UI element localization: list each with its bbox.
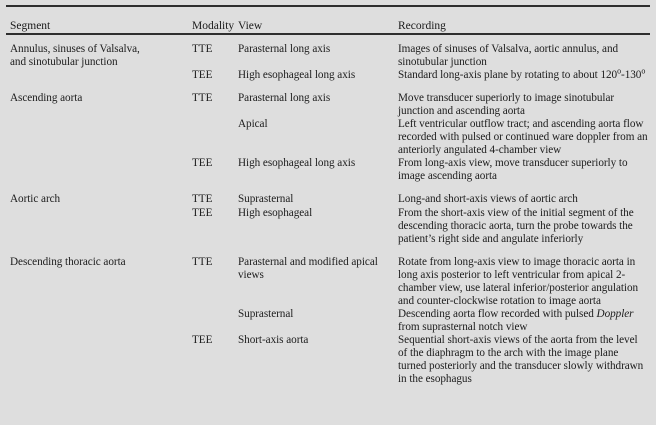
segment-line: and sinotubular junction — [10, 56, 118, 69]
segment-line: Ascending aorta — [10, 92, 83, 105]
table-row — [0, 308, 656, 334]
cell-segment — [0, 82, 192, 118]
column-header-view: View — [238, 20, 263, 32]
table-row — [0, 207, 656, 246]
segment-line: Descending thoracic aorta — [10, 255, 126, 268]
cell-modality: TTE — [192, 92, 213, 105]
cell-segment — [0, 246, 192, 308]
cell-segment — [0, 118, 192, 157]
column-header-modality: Modality — [192, 20, 235, 32]
cell-modality: TTE — [192, 43, 213, 55]
table-row — [0, 157, 656, 183]
table-row — [0, 334, 656, 386]
cell-modality: TTE — [192, 255, 213, 268]
cell-recording: Left ventricular outflow tract; and ascending aorta flow recorded with pulsed or continued ware doppler from an anteriorly angulated 4-chamber view — [398, 118, 648, 157]
cell-segment — [0, 183, 192, 206]
cell-segment — [0, 69, 192, 82]
cell-segment — [0, 334, 192, 386]
cell-view: High esophageal long axis — [238, 157, 356, 170]
cell-view: Parasternal long axis — [238, 92, 331, 105]
cell-view: Suprasternal — [238, 193, 294, 206]
cell-recording: Move transducer superiorly to image sinotubular junction and ascending aorta — [398, 92, 615, 118]
table-head — [0, 0, 656, 33]
degree-symbol: o — [641, 66, 646, 76]
cell-view: Parasternal and modified apical views — [238, 255, 378, 281]
cell-recording: Long-and short-axis views of aortic arch — [398, 193, 578, 206]
segment-line: Aortic arch — [10, 193, 61, 206]
segment-line: Annulus, sinuses of Valsalva, — [10, 43, 140, 55]
cell-segment — [0, 157, 192, 183]
cell-recording: From long-axis view, move transducer superiorly to image ascending aorta — [398, 157, 628, 183]
cell-view: High esophageal — [238, 206, 313, 219]
cell-modality — [192, 308, 238, 334]
cell-view: Apical — [238, 118, 268, 131]
cell-modality: TEE — [192, 206, 213, 219]
cell-recording: Standard long-axis plane by rotating to about 120$^o$-130$^o$ — [398, 66, 646, 82]
cell-recording: Images of sinuses of Valsalva, aortic annulus, and sinotubular junction — [398, 43, 619, 69]
cell-view: Short-axis aorta — [238, 333, 309, 346]
cell-recording: Sequential short-axis views of the aorta from the level of the diaphragm to the arch with the image plane turned posteriorly and the transducer slowly withdrawn in the esophagus — [398, 333, 644, 386]
cell-modality: TEE — [192, 333, 213, 346]
table-body — [0, 33, 656, 386]
table-header-row — [0, 0, 656, 33]
cell-recording: From the short-axis view of the initial segment of the descending thoracic aorta, turn the probe towards the patient’s right side and angulate inferiorly — [398, 206, 634, 245]
table-row — [0, 82, 656, 118]
table-row — [0, 33, 656, 69]
cell-view: High esophageal long axis — [238, 69, 356, 82]
cell-modality: TTE — [192, 193, 213, 206]
column-header-segment: Segment — [10, 20, 51, 32]
cell-recording: Descending aorta flow recorded with pulsed Doppler from suprasternal notch view — [398, 307, 634, 333]
table-row — [0, 246, 656, 308]
column-header-recording: Recording — [398, 20, 446, 32]
cell-modality — [192, 118, 238, 157]
cell-segment — [0, 33, 192, 69]
degree-symbol: o — [617, 66, 622, 76]
cell-segment — [0, 207, 192, 246]
cell-modality: TEE — [192, 69, 213, 82]
cell-recording: Rotate from long-axis view to image thoracic aorta in long axis posterior to left ventricular from apical 2-chamber view, use lateral inferior/posterior angulation and counter-clockwise rotation to image aorta — [398, 255, 639, 307]
cell-modality: TEE — [192, 157, 213, 170]
cell-view: Suprasternal — [238, 307, 294, 320]
table-row — [0, 118, 656, 157]
cell-segment — [0, 308, 192, 334]
table-row — [0, 69, 656, 82]
emphasis-text: Doppler — [596, 307, 634, 320]
table-row — [0, 183, 656, 206]
cell-view: Parasternal long axis — [238, 43, 331, 55]
